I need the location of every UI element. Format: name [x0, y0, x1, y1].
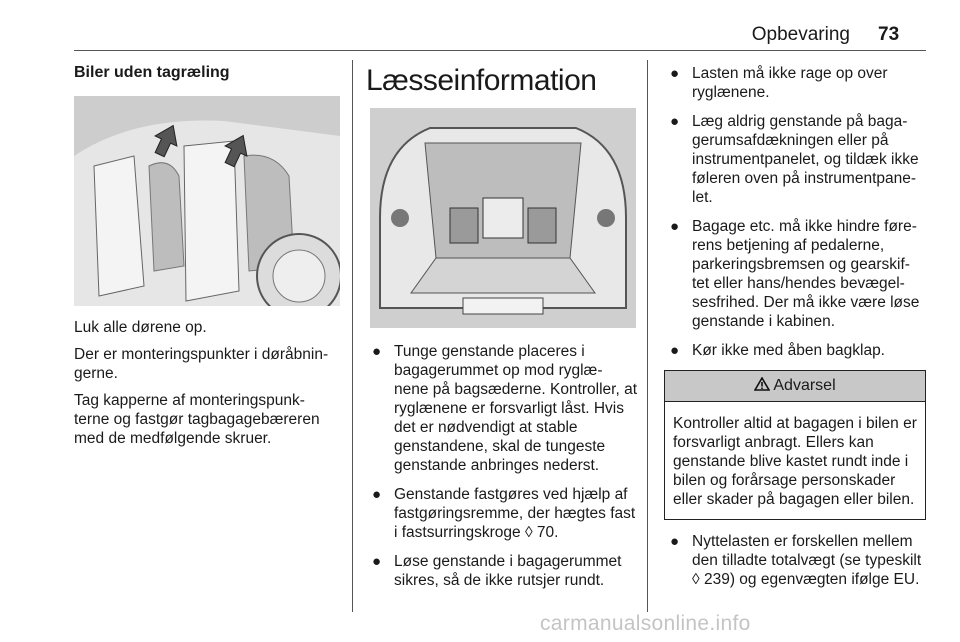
column-middle	[366, 64, 638, 600]
list-item	[664, 64, 926, 102]
list-item-text: Læg aldrig genstande på baga- gerumsafdækningen eller på instrumentpanelet, og tildæk ikke føleren oven på instrumentpane- let.	[692, 113, 919, 206]
warning-triangle-icon	[754, 377, 770, 391]
bullet-icon: ●	[670, 65, 680, 82]
bullet-icon: ●	[670, 113, 680, 130]
list-item-text: Kør ikke med åben bagklap.	[692, 342, 885, 359]
list-item	[664, 112, 926, 207]
bullet-list	[664, 64, 926, 360]
list-item	[664, 341, 926, 360]
car-open-doors-illustration	[74, 96, 340, 306]
list-item-text: Lasten må ikke rage op over ryglænene.	[692, 65, 888, 101]
warning-text: Kontroller altid at bagagen i bilen er forsvarligt anbragt. Ellers kan genstande blive kastet rundt inde i bilen og forårsage personskader eller skader på bagagen eller bilen.	[673, 415, 917, 508]
bullet-icon: ●	[670, 342, 680, 359]
paragraph: Luk alle dørene op.	[74, 319, 207, 336]
section-subheading: Biler uden tagræling	[74, 64, 230, 81]
bullet-list	[366, 342, 638, 590]
bullet-icon: ●	[372, 553, 382, 570]
list-item-text: Nyttelasten er forskellen mellem den tilladte totalvægt (se typeskilt ◊ 239) og egenvægten ifølge EU.	[692, 533, 922, 588]
column-left	[74, 64, 342, 456]
list-item	[664, 217, 926, 331]
section-heading: Læsseinformation	[366, 64, 597, 97]
list-item-text: Tunge genstande placeres i bagagerummet op mod ryglæ- nene på bagsæderne. Kontroller, at ryglænene er forsvarligt låst. Hvis det er nødvendigt at stable genstandene, skal de tungeste genstande anbringes nederst.	[394, 343, 638, 474]
bullet-icon: ●	[670, 533, 680, 550]
warning-box	[664, 370, 926, 520]
header-title: Opbevaring	[751, 24, 850, 45]
bullet-list	[664, 532, 926, 589]
header-rule	[74, 50, 926, 51]
list-item-text: Bagage etc. må ikke hindre føre- rens betjening af pedalerne, parkeringsbremsen og gearskif- tet eller hans/hendes bevægel- sesfrihed. Der må ikke være løse genstande i kabinen.	[692, 218, 920, 330]
paragraph: Der er monteringspunkter i døråbnin- gerne.	[74, 346, 329, 382]
warning-header	[665, 371, 925, 402]
page-number: 73	[878, 24, 900, 45]
column-divider	[352, 60, 353, 612]
list-item	[366, 552, 638, 590]
bullet-icon: ●	[670, 218, 680, 235]
column-divider	[647, 60, 648, 612]
cargo-area-illustration	[370, 108, 636, 328]
list-item	[366, 485, 638, 542]
list-item-text: Genstande fastgøres ved hjælp af fastgøringsremme, der hægtes fast i fastsurringskroge ◊ 70.	[394, 486, 636, 541]
watermark-text: carmanualsonline.info	[540, 612, 751, 635]
bullet-icon: ●	[372, 343, 382, 360]
column-right	[664, 64, 926, 599]
bullet-icon: ●	[372, 486, 382, 503]
list-item	[366, 342, 638, 475]
paragraph: Tag kapperne af monteringspunk- terne og fastgør tagbagagebæreren med de medfølgende skruer.	[74, 392, 320, 447]
warning-title: Advarsel	[773, 377, 836, 394]
list-item	[664, 532, 926, 589]
list-item-text: Løse genstande i bagagerummet sikres, så de ikke rutsjer rundt.	[394, 553, 622, 589]
